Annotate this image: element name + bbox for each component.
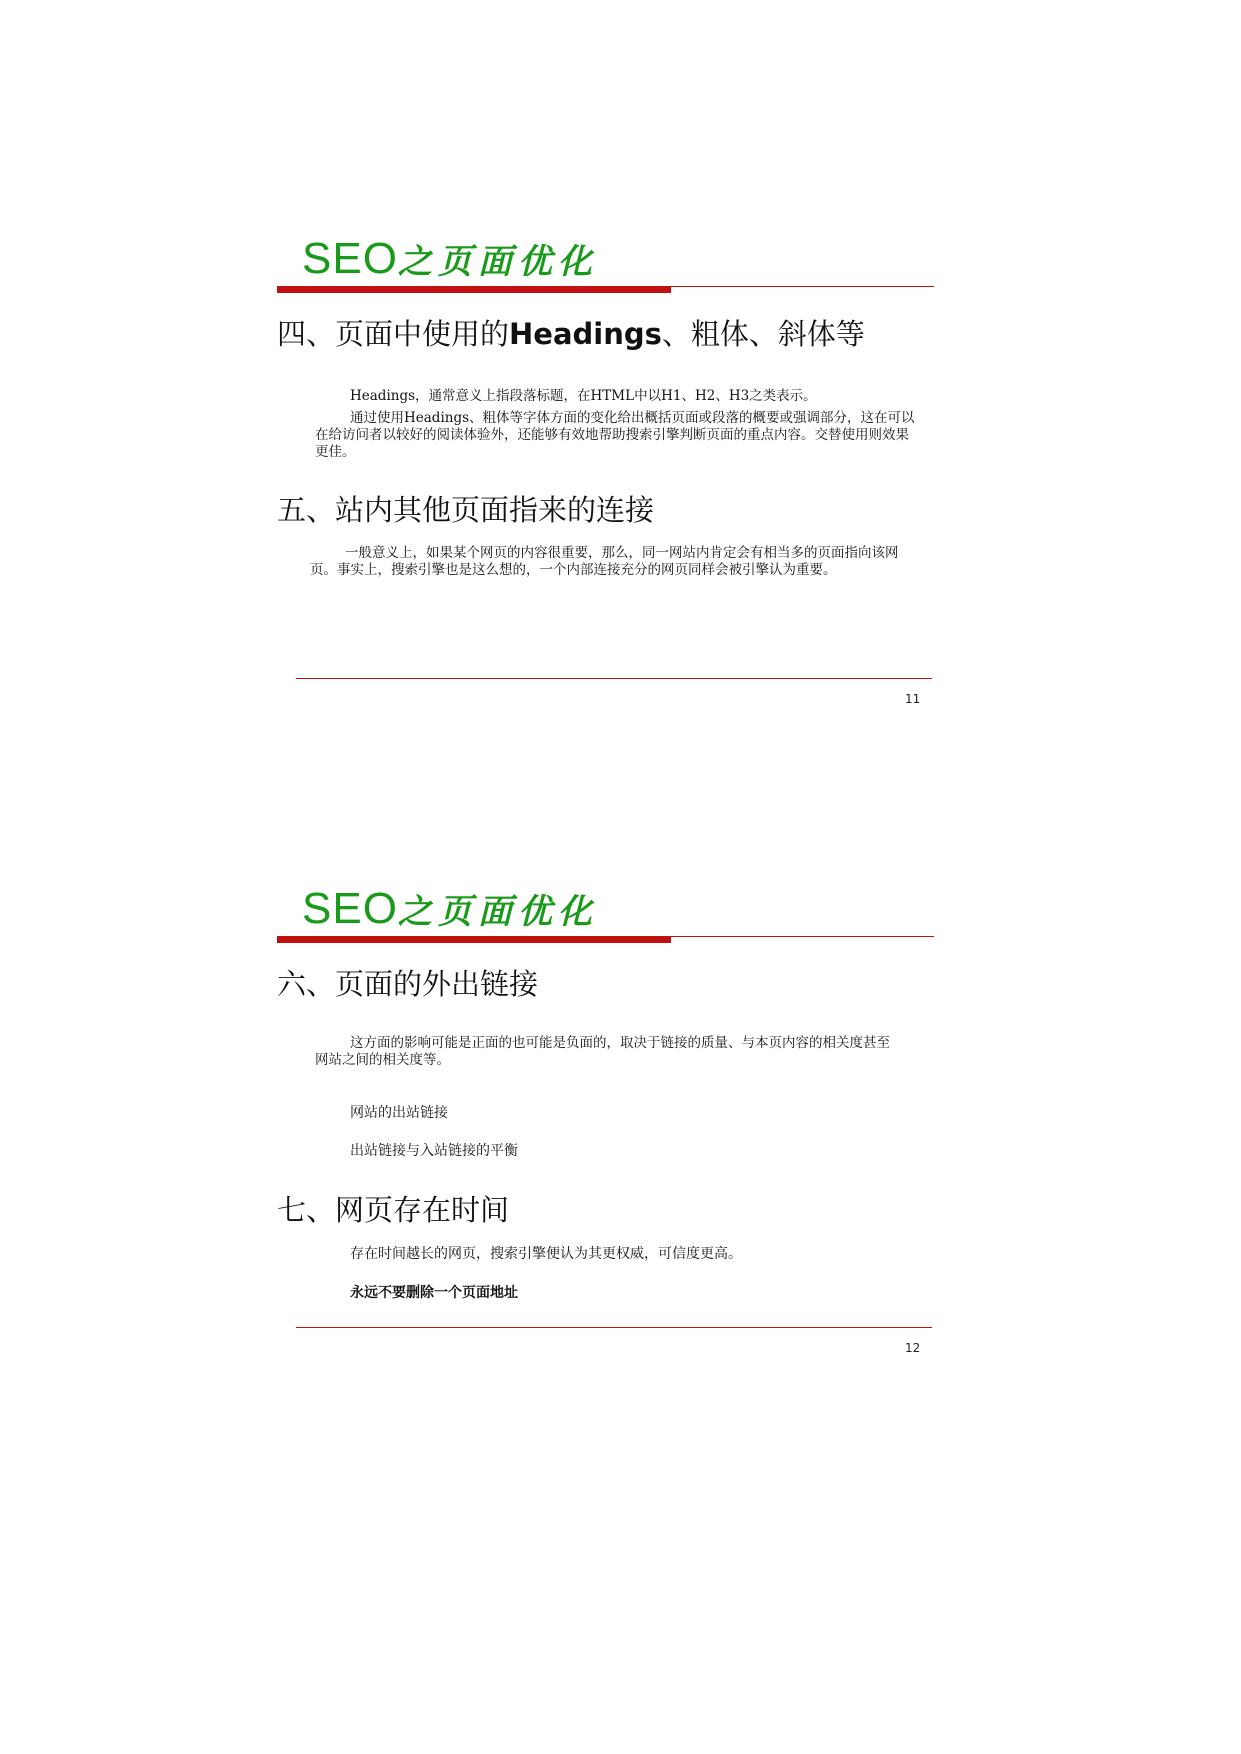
slide-title-latin: SEO [302,234,398,283]
paragraph [315,410,915,461]
paragraph [310,545,915,579]
paragraph: Headings，通常意义上指段落标题，在HTML中以H1、H2、H3之类表示。 [350,388,817,404]
heading-bold-text: Headings [509,317,662,351]
heading-text: 、粗体、斜体等 [661,317,865,351]
slide-title-script: 之页面优化 [397,242,598,282]
page-number: 12 [905,1341,921,1355]
title-rule-thick [277,936,671,943]
list-item: 网站的出站链接 [350,1105,448,1121]
list-item: 永远不要删除一个页面地址 [350,1285,518,1301]
section-heading [277,312,865,353]
slide-title-latin: SEO [302,884,398,933]
footer-rule [296,1327,932,1328]
section-heading: 六、页面的外出链接 [277,967,539,1001]
slide-title [302,234,598,284]
list-item: 存在时间越长的网页，搜索引擎便认为其更权威，可信度更高。 [350,1246,742,1262]
slide-page-11 [0,220,1241,820]
section-heading: 五、站内其他页面指来的连接 [277,493,655,527]
page-number: 11 [905,692,921,706]
heading-text: 四、页面中使用的 [277,317,510,351]
title-rule-thin [670,286,934,287]
paragraph-text: 一般意义上，如果某个网页的内容很重要，那么，同一网站内肯定会有相当多的页面指向该网页。事实上，搜索引擎也是这么想的，一个内部连接充分的网页同样会被引擎认为重要。 [310,545,899,578]
title-rule-thick [277,286,671,293]
list-item: 出站链接与入站链接的平衡 [350,1143,518,1159]
slide-page-12 [0,870,1241,1470]
paragraph [315,1035,900,1069]
title-rule-thin [670,936,934,937]
footer-rule [296,678,932,679]
slide-title [302,884,598,934]
slide-title-script: 之页面优化 [397,892,598,932]
paragraph-text: 这方面的影响可能是正面的也可能是负面的，取决于链接的质量、与本页内容的相关度甚至网站之间的相关度等。 [315,1035,890,1068]
section-heading: 七、网页存在时间 [277,1193,510,1227]
paragraph-text: 通过使用Headings、粗体等字体方面的变化给出概括页面或段落的概要或强调部分，这在可以在给访问者以较好的阅读体验外，还能够有效地帮助搜索引擎判断页面的重点内容。交替使用则效果更佳。 [315,410,915,460]
